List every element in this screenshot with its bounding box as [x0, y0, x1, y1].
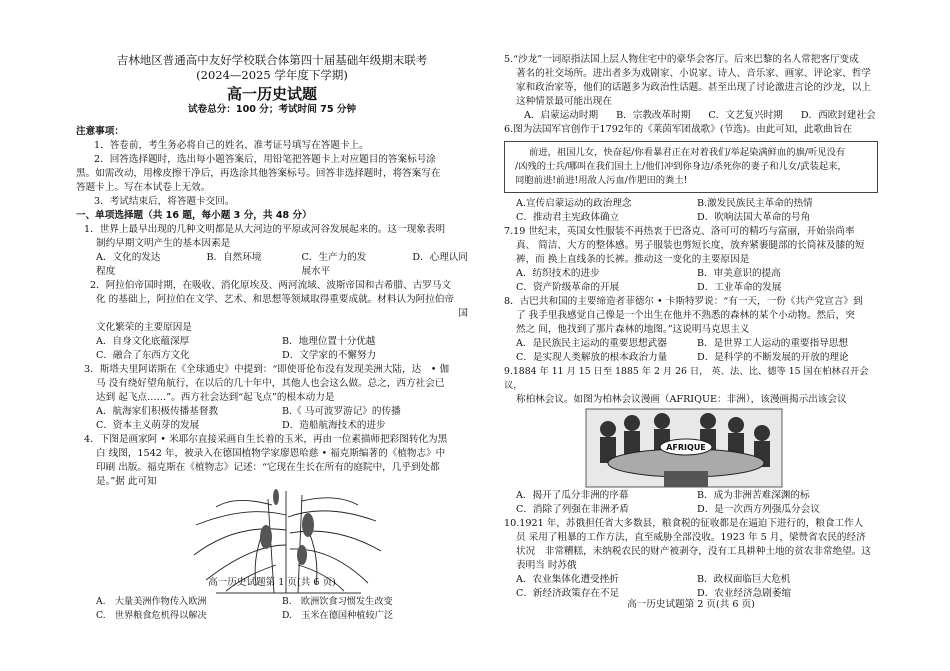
option: A．揭开了瓜分非洲的序幕: [516, 490, 629, 501]
question-2: 2．阿拉伯帝国时期，在吸收、消化原埃及、两河流域、波斯帝国和古希腊、古罗马文: [90, 280, 452, 291]
option: C．资产阶级革命的开展: [516, 282, 620, 293]
question-5-options: [504, 109, 878, 123]
question-1: 1．世界上最早出现的几种文明都是从大河边的平原或河谷发展起来的。这一现象表明: [84, 224, 446, 235]
question-3-cont: 马 没有绕好望角航行，在以后的几十年中，其他人也会这么做。总之，西方社会已: [96, 378, 445, 389]
option: B．审美意识的提高: [697, 268, 781, 279]
question-2-cont: 文化繁荣的主要原因是: [96, 322, 192, 333]
question-8-cont: 然之 间，他找到了那片森林的地图。”这说明马克思主义: [516, 324, 750, 335]
option: C. 世界粮食危机得以解决: [96, 610, 207, 621]
question-10-cont: 员 采用了粗暴的工作方法，直至威胁全部没收。1923 年 5 月，梁赞省农民的经济: [516, 532, 866, 543]
question-10-cont: 状况 非常糟糕，未纳税农民的财产被剥夺，没有工具耕种土地的贫农非常绝望。这: [516, 546, 871, 557]
question-3-options: [76, 405, 468, 433]
option: B．宗教改革时期: [616, 110, 691, 121]
option: D．西欧封建社会: [800, 110, 876, 121]
question-8-cont: 了 我手里我感觉自己像是一个出生在他并不熟悉的森林的某个小动物。然后，突: [516, 310, 855, 321]
option: D．农业经济急剧萎缩: [697, 588, 792, 599]
option: B．地理位置十分优越: [282, 336, 376, 347]
option: D．心理认同: [412, 252, 468, 263]
option: A．启蒙运动时期: [524, 110, 599, 121]
left-page: [76, 0, 468, 671]
notice-1: 1．答卷前，考生务必将自己的姓名、准考证号填写在答题卡上。: [94, 140, 369, 151]
option: B.激发民族民主革命的热情: [697, 198, 813, 209]
option: C．消除了列强在非洲矛盾: [516, 504, 629, 515]
option: B.《 马可波罗游记》的传播: [282, 406, 401, 417]
question-8-options: [504, 337, 878, 365]
option: B．政权面临巨大危机: [697, 574, 791, 585]
option: D. 玉米在德国种植较广泛: [282, 610, 394, 621]
option: D．造船航海技术的进步: [282, 420, 386, 431]
option: C．融合了东西方文化: [96, 350, 190, 361]
song-line: 前进，祖国儿女，快奋起/你看暴君正在对着我们/举起染满鲜血的旗/听见没有: [529, 147, 846, 158]
question-7-cont: 真、 简洁、大方的整体感。男子服装也剪短长度，放弃紧裹腿部的长筒袜及膝的短: [516, 240, 865, 251]
question-9-options: [504, 489, 878, 517]
question-3: 3．斯塔夫里阿诺斯在《全球通史》中提到：“即使哥伦布没有发现美洲大陆，达 • 伽: [84, 364, 450, 375]
question-5: 5.“沙龙”一词原指法国上层人物住宅中的豪华会客厅。后来巴黎的名人常把客厅变成: [504, 54, 859, 65]
notice-3: 3．考试结束后，将答题卡交回。: [94, 196, 235, 207]
question-9: 9.1884 年 11 月 15 日至 1885 年 2 月 26 日， 英、法、比、德等 15 国在柏林召开会议，: [504, 366, 869, 391]
question-3-cont: 达到 起飞点……”。西方社会达到“起飞点”的根本动力是: [96, 392, 335, 403]
option: C．推动君主宪政体确立: [516, 212, 620, 223]
notice-heading: 注意事项：: [76, 126, 124, 137]
question-5-cont: 这种情景最可能出现在: [516, 96, 612, 107]
song-line: /凶残的士兵/哪叫在我们国土上/他们冲到你身边/杀死你的妻子和儿女/武装起来，: [515, 161, 847, 172]
option: B．自然环境: [206, 252, 262, 263]
question-4-cont: 是。”据 此可知: [96, 476, 157, 487]
notice-2: 2．回答选择题时，选出每小题答案后，用铅笔把答题卡上对应题目的答案标号涂: [94, 154, 436, 165]
option: D．是一次西方列强瓜分会议: [697, 504, 820, 515]
song-line: 同胞前进!前进!用敌人污血/作肥田的粪土!: [515, 175, 688, 186]
option: C．是实现人类解放的根本政治力量: [516, 352, 668, 363]
page-title: 高一历史试题: [226, 85, 317, 103]
song-excerpt-box: [504, 141, 878, 193]
question-10-cont: 表明当 时苏俄: [516, 560, 577, 571]
option: A．文化的发达程度: [96, 252, 161, 277]
question-6: 6.图为法国军官创作于1792年的《莱茵军团战歌》(节选)。由此可知，此歌曲旨在: [504, 124, 853, 135]
option: C．新经济政策存在不足: [516, 588, 620, 599]
question-10-options: [504, 573, 878, 601]
option: B. 欧洲饮食习惯发生改变: [282, 596, 393, 607]
question-7-options: [504, 267, 878, 295]
option: C．生产力的发展水平: [301, 252, 367, 277]
question-4-cont: 印刷 出版。福克斯在《植物志》记述：“它现在生长在所有的庭院中，几乎到处都: [96, 462, 440, 473]
school-year: (2024—2025 学年度下学期): [196, 68, 348, 82]
option: D．工业革命的发展: [697, 282, 782, 293]
option: C．资本主义萌芽的发展: [96, 420, 200, 431]
option: A．纺织技术的进步: [516, 268, 600, 279]
question-7-cont: 裤，而 换上直线条的长裤。推动这一变化的主要原因是: [516, 254, 750, 265]
option: A．农业集体化遭受挫折: [516, 574, 619, 585]
option: A．自身文化底蕴深厚: [96, 336, 190, 347]
cartoon-label: AFRIQUE: [666, 443, 706, 452]
question-5-cont: 家和政治家等，他们的话题多为政治性话题。甚至出现了讨论激进言论的沙龙，以上: [516, 82, 871, 93]
exam-title: 吉林地区普通高中友好学校联合体第四十届基础年级期末联考: [116, 53, 428, 67]
option: A．航海家们积极传播基督教: [96, 406, 219, 417]
notice-2-cont: 答题卡上。写在本试卷上无效。: [76, 182, 211, 193]
option: C．文艺复兴时期: [708, 110, 783, 121]
question-1-options: [76, 251, 468, 279]
right-page: [504, 0, 878, 671]
option: B．成为非洲苦难深渊的标: [697, 490, 810, 501]
option: D．是科学的不断发展的开放的理论: [697, 352, 849, 363]
page-footer: 高一历史试题第 2 页(共 6 页): [627, 599, 755, 610]
option: A.宣传启蒙运动的政治理念: [516, 198, 632, 209]
berlin-conference-cartoon: [504, 407, 878, 489]
option: A．是民族民主运动的重要思想武器: [516, 338, 667, 349]
question-10: 10.1921 年，苏俄担任省大多数县，粮食税的征收都是在逼迫下进行的，粮食工作人: [504, 518, 864, 529]
option: D．文学家的不懈努力: [282, 350, 377, 361]
question-9-cont: 称柏林会议。如图为柏林会议漫画（AFRIQUE：非洲），该漫画揭示出该会议: [516, 394, 847, 405]
question-7: 7.19 世纪末，英国女性服装不再热衷于巴洛克、洛可可的精巧与富丽，开始崇尚率: [504, 226, 855, 237]
option: B．是世界工人运动的重要指导思想: [697, 338, 848, 349]
option: D．吹响法国大革命的号角: [697, 212, 811, 223]
question-2-cont: 化 的基础上，阿拉伯在文学、艺术、和思想等领域取得重要成就。材料认为阿拉伯帝: [96, 294, 455, 305]
question-4: 4．下图是画家阿 • 米耶尔直接采画自生长着的玉米，再由一位素描师把彩图转化为黑: [84, 434, 448, 445]
question-8: 8．古巴共和国的主要缔造者菲德尔 • 卡斯特罗说：“有一天，一份《共产党宣言》到: [504, 296, 863, 307]
question-4-cont: 白 线图，1542 年，被录入在德国植物学家廖恩哈慈 • 福克斯编著的《植物志》中: [96, 448, 446, 459]
question-6-options: [504, 197, 878, 225]
notice-2-cont: 黑。如需改动，用橡皮擦干净后，再选涂其他答案标号。回答非选择题时，将答案写在: [76, 168, 441, 179]
question-1-cont: 制约早期文明产生的基本因素是: [96, 238, 231, 249]
question-5-cont: 著名的社交场所。进出者多为戏剧家、小说家、诗人、音乐家、画家、评论家、哲学: [516, 68, 871, 79]
question-2-cont: 国: [458, 308, 468, 319]
question-2-options: [76, 335, 468, 363]
score-info: 试卷总分：100 分；考试时间 75 分钟: [187, 104, 357, 115]
section-heading: 一、单项选择题（共 16 题，每小题 3 分，共 48 分）: [76, 210, 312, 221]
question-4-options: [76, 595, 468, 623]
page-footer: 高一历史试题第 1 页(共 6 页): [208, 577, 336, 588]
option: A. 大量美洲作物传入欧洲: [96, 596, 207, 607]
